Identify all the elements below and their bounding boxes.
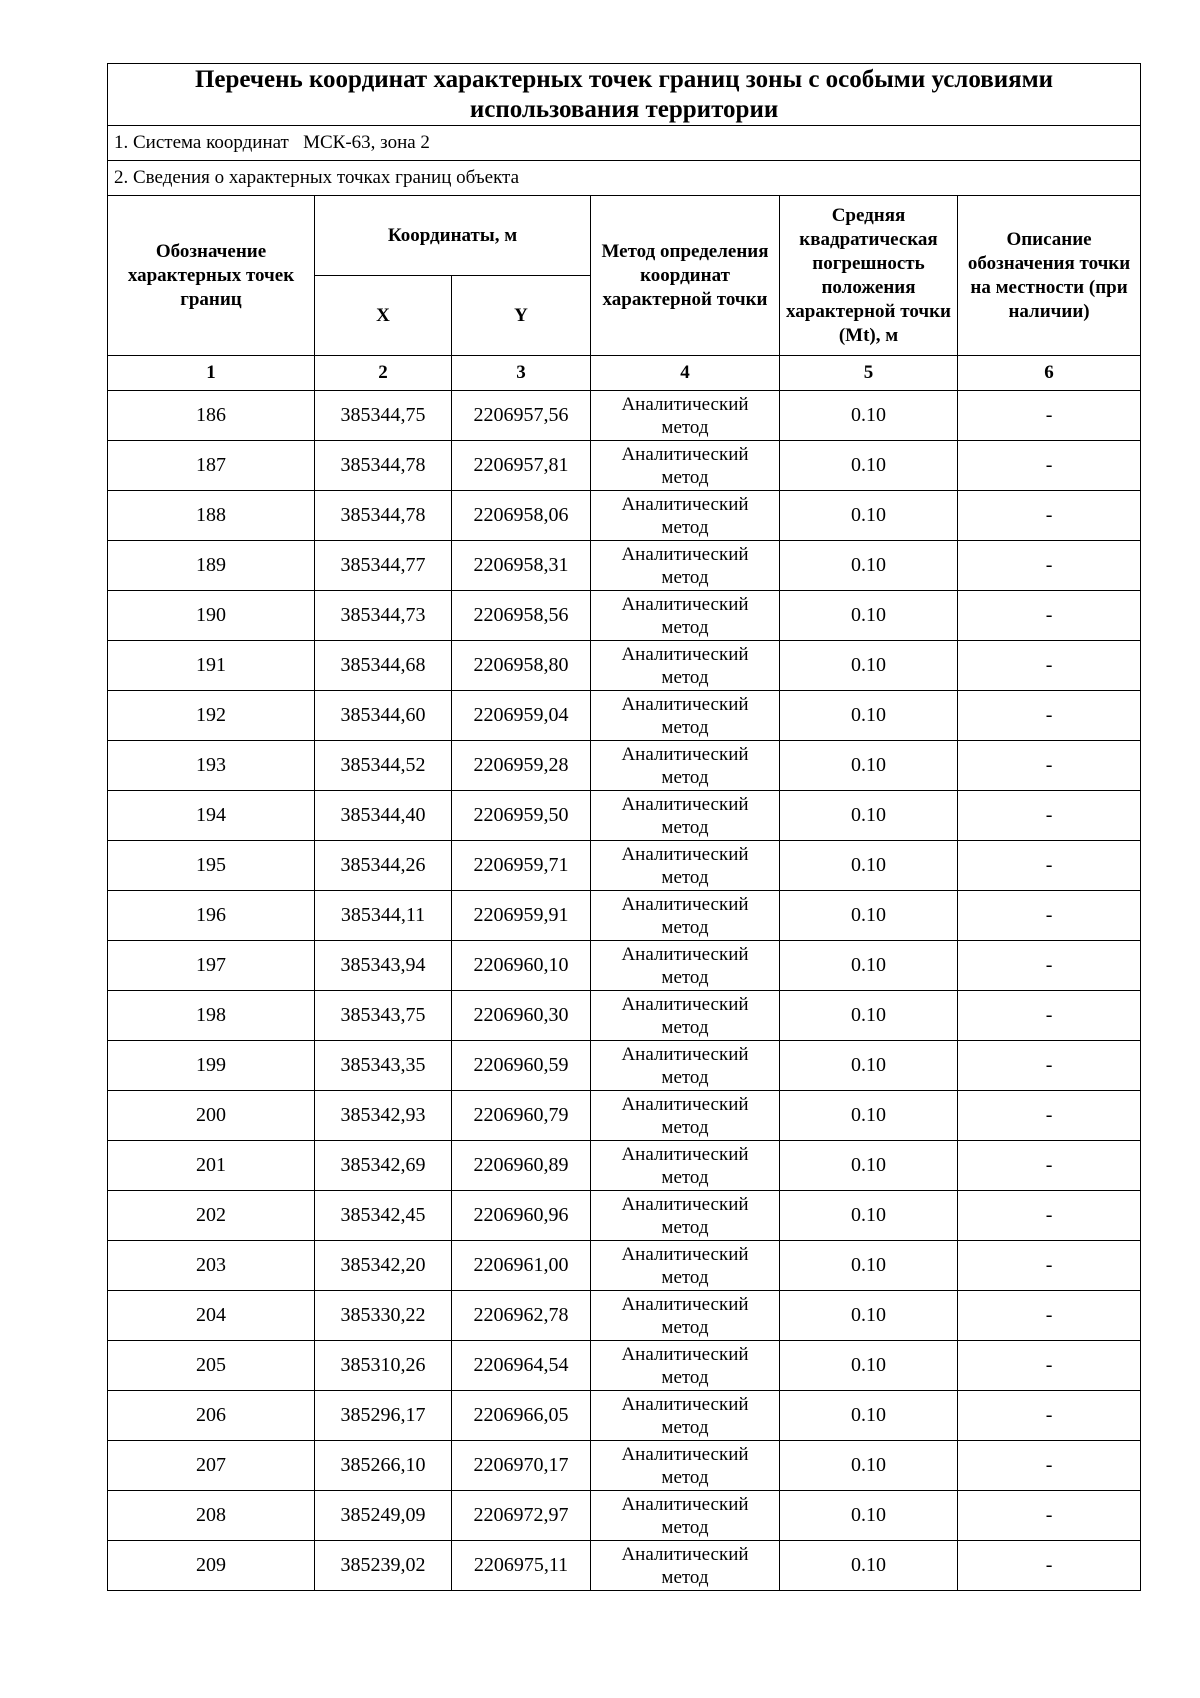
- header-method: Метод определения координат характерной точки: [591, 196, 780, 356]
- error-value: 0.10: [780, 391, 958, 441]
- description-value: -: [958, 1391, 1141, 1441]
- coord-y: 2206960,96: [452, 1191, 591, 1241]
- method-cell: [591, 1441, 780, 1491]
- coord-y: 2206958,80: [452, 641, 591, 691]
- method-line-1: Аналитический: [621, 643, 749, 665]
- table-row: [108, 991, 1141, 1041]
- method-line-1: Аналитический: [621, 493, 749, 515]
- method-line-2: метод: [661, 516, 709, 538]
- coord-y: 2206966,05: [452, 1391, 591, 1441]
- coord-x: 385344,78: [315, 441, 452, 491]
- point-id: 208: [108, 1491, 315, 1541]
- coord-x: 385342,20: [315, 1241, 452, 1291]
- coord-x: 385344,11: [315, 891, 452, 941]
- description-value: -: [958, 891, 1141, 941]
- method-line-1: Аналитический: [621, 1343, 749, 1365]
- method-line-1: Аналитический: [621, 943, 749, 965]
- coord-y: 2206960,79: [452, 1091, 591, 1141]
- point-id: 187: [108, 441, 315, 491]
- table-row: [108, 641, 1141, 691]
- coord-x: 385344,60: [315, 691, 452, 741]
- point-id: 203: [108, 1241, 315, 1291]
- description-value: -: [958, 1341, 1141, 1391]
- error-value: 0.10: [780, 691, 958, 741]
- error-value: 0.10: [780, 1391, 958, 1441]
- error-value: 0.10: [780, 741, 958, 791]
- method-cell: [591, 491, 780, 541]
- method-line-2: метод: [661, 966, 709, 988]
- method-line-2: метод: [661, 866, 709, 888]
- table-row: [108, 1291, 1141, 1341]
- coord-x: 385330,22: [315, 1291, 452, 1341]
- method-line-2: метод: [661, 1216, 709, 1238]
- coord-y: 2206959,71: [452, 841, 591, 891]
- table-row: [108, 441, 1141, 491]
- coord-y: 2206960,30: [452, 991, 591, 1041]
- point-id: 205: [108, 1341, 315, 1391]
- method-line-1: Аналитический: [621, 843, 749, 865]
- method-line-2: метод: [661, 1016, 709, 1038]
- coord-y: 2206959,50: [452, 791, 591, 841]
- coord-x: 385343,35: [315, 1041, 452, 1091]
- coord-system-label: 1. Система координат: [114, 132, 289, 153]
- col-number-6: 6: [958, 356, 1141, 391]
- description-value: -: [958, 391, 1141, 441]
- coord-x: 385342,69: [315, 1141, 452, 1191]
- coord-system-value: МСК-63, зона 2: [303, 132, 430, 153]
- method-line-2: метод: [661, 1166, 709, 1188]
- method-cell: [591, 791, 780, 841]
- description-value: -: [958, 491, 1141, 541]
- coord-y: 2206957,81: [452, 441, 591, 491]
- point-id: 207: [108, 1441, 315, 1491]
- point-id: 194: [108, 791, 315, 841]
- method-line-1: Аналитический: [621, 1493, 749, 1515]
- table-row: [108, 1041, 1141, 1091]
- coord-x: 385344,26: [315, 841, 452, 891]
- coord-x: 385249,09: [315, 1491, 452, 1541]
- method-line-1: Аналитический: [621, 743, 749, 765]
- coord-y: 2206958,31: [452, 541, 591, 591]
- method-line-1: Аналитический: [621, 1443, 749, 1465]
- description-value: -: [958, 1241, 1141, 1291]
- method-line-2: метод: [661, 566, 709, 588]
- table-row: [108, 391, 1141, 441]
- method-cell: [591, 1191, 780, 1241]
- table-row: [108, 1541, 1141, 1591]
- method-cell: [591, 891, 780, 941]
- description-value: -: [958, 841, 1141, 891]
- coord-x: 385342,45: [315, 1191, 452, 1241]
- error-value: 0.10: [780, 1441, 958, 1491]
- description-value: -: [958, 1091, 1141, 1141]
- title-line-1: Перечень координат характерных точек границ зоны с особыми условиями: [194, 65, 1054, 93]
- error-value: 0.10: [780, 1191, 958, 1241]
- point-id: 200: [108, 1091, 315, 1141]
- description-value: -: [958, 1291, 1141, 1341]
- coord-x: 385344,40: [315, 791, 452, 841]
- point-id: 209: [108, 1541, 315, 1591]
- method-line-1: Аналитический: [621, 443, 749, 465]
- coord-x: 385344,75: [315, 391, 452, 441]
- header-error: Средняя квадратическая погрешность положения характерной точки (Mt), м: [780, 196, 958, 356]
- point-id: 193: [108, 741, 315, 791]
- method-cell: [591, 1541, 780, 1591]
- description-value: -: [958, 641, 1141, 691]
- table-row: [108, 541, 1141, 591]
- description-value: -: [958, 991, 1141, 1041]
- method-line-1: Аналитический: [621, 593, 749, 615]
- error-value: 0.10: [780, 1291, 958, 1341]
- table-row: [108, 1391, 1141, 1441]
- header-coords: Координаты, м: [315, 196, 591, 276]
- method-line-2: метод: [661, 716, 709, 738]
- table-row: [108, 741, 1141, 791]
- description-value: -: [958, 691, 1141, 741]
- description-value: -: [958, 941, 1141, 991]
- method-line-1: Аналитический: [621, 1293, 749, 1315]
- method-line-2: метод: [661, 916, 709, 938]
- coord-y: 2206958,56: [452, 591, 591, 641]
- method-line-1: Аналитический: [621, 1143, 749, 1165]
- error-value: 0.10: [780, 1541, 958, 1591]
- coord-x: 385310,26: [315, 1341, 452, 1391]
- point-id: 191: [108, 641, 315, 691]
- coord-x: 385344,78: [315, 491, 452, 541]
- description-value: -: [958, 1141, 1141, 1191]
- method-line-2: метод: [661, 1516, 709, 1538]
- method-cell: [591, 391, 780, 441]
- method-cell: [591, 1291, 780, 1341]
- method-cell: [591, 841, 780, 891]
- method-cell: [591, 691, 780, 741]
- error-value: 0.10: [780, 1491, 958, 1541]
- table-row: [108, 691, 1141, 741]
- coord-x: 385344,52: [315, 741, 452, 791]
- error-value: 0.10: [780, 841, 958, 891]
- description-value: -: [958, 1441, 1141, 1491]
- point-id: 204: [108, 1291, 315, 1341]
- col-number-4: 4: [591, 356, 780, 391]
- coord-y: 2206960,10: [452, 941, 591, 991]
- method-line-1: Аналитический: [621, 893, 749, 915]
- col-number-2: 2: [315, 356, 452, 391]
- coord-x: 385344,73: [315, 591, 452, 641]
- method-cell: [591, 941, 780, 991]
- error-value: 0.10: [780, 541, 958, 591]
- table-row: [108, 1491, 1141, 1541]
- method-line-1: Аналитический: [621, 1193, 749, 1215]
- method-cell: [591, 591, 780, 641]
- method-line-2: метод: [661, 1566, 709, 1588]
- method-line-1: Аналитический: [621, 1043, 749, 1065]
- error-value: 0.10: [780, 791, 958, 841]
- method-line-2: метод: [661, 1316, 709, 1338]
- method-cell: [591, 741, 780, 791]
- coord-y: 2206957,56: [452, 391, 591, 441]
- description-value: -: [958, 1041, 1141, 1091]
- method-line-1: Аналитический: [621, 393, 749, 415]
- method-cell: [591, 1041, 780, 1091]
- point-id: 199: [108, 1041, 315, 1091]
- point-id: 196: [108, 891, 315, 941]
- method-line-2: метод: [661, 1416, 709, 1438]
- description-value: -: [958, 1191, 1141, 1241]
- error-value: 0.10: [780, 991, 958, 1041]
- method-line-2: метод: [661, 816, 709, 838]
- table-row: [108, 1091, 1141, 1141]
- description-value: -: [958, 1541, 1141, 1591]
- error-value: 0.10: [780, 1141, 958, 1191]
- coord-y: 2206975,11: [452, 1541, 591, 1591]
- header-x: X: [315, 276, 452, 356]
- coord-y: 2206964,54: [452, 1341, 591, 1391]
- description-value: -: [958, 541, 1141, 591]
- coord-system-row: [108, 126, 1141, 161]
- coord-y: 2206959,04: [452, 691, 591, 741]
- method-line-2: метод: [661, 766, 709, 788]
- method-line-1: Аналитический: [621, 993, 749, 1015]
- method-line-1: Аналитический: [621, 1243, 749, 1265]
- method-line-1: Аналитический: [621, 1543, 749, 1565]
- col-number-3: 3: [452, 356, 591, 391]
- point-id: 190: [108, 591, 315, 641]
- point-id: 197: [108, 941, 315, 991]
- document-title: [108, 64, 1141, 126]
- error-value: 0.10: [780, 891, 958, 941]
- coord-x: 385266,10: [315, 1441, 452, 1491]
- point-id: 189: [108, 541, 315, 591]
- coord-x: 385344,77: [315, 541, 452, 591]
- table-row: [108, 891, 1141, 941]
- error-value: 0.10: [780, 941, 958, 991]
- method-line-1: Аналитический: [621, 543, 749, 565]
- description-value: -: [958, 791, 1141, 841]
- method-cell: [591, 1091, 780, 1141]
- method-line-2: метод: [661, 666, 709, 688]
- method-line-1: Аналитический: [621, 693, 749, 715]
- method-cell: [591, 1141, 780, 1191]
- method-line-2: метод: [661, 616, 709, 638]
- coord-x: 385343,75: [315, 991, 452, 1041]
- coord-y: 2206960,59: [452, 1041, 591, 1091]
- point-id: 195: [108, 841, 315, 891]
- header-description: Описание обозначения точки на местности (при наличии): [958, 196, 1141, 356]
- col-number-1: 1: [108, 356, 315, 391]
- point-id: 202: [108, 1191, 315, 1241]
- coord-x: 385343,94: [315, 941, 452, 991]
- error-value: 0.10: [780, 1241, 958, 1291]
- method-cell: [591, 1491, 780, 1541]
- description-value: -: [958, 591, 1141, 641]
- header-point: Обозначение характерных точек границ: [108, 196, 315, 356]
- error-value: 0.10: [780, 1041, 958, 1091]
- table-row: [108, 1141, 1141, 1191]
- table-row: [108, 791, 1141, 841]
- section2-label: 2. Сведения о характерных точках границ объекта: [108, 161, 1141, 196]
- table-row: [108, 1191, 1141, 1241]
- point-id: 186: [108, 391, 315, 441]
- coordinates-table: [107, 63, 1141, 1591]
- method-cell: [591, 1341, 780, 1391]
- error-value: 0.10: [780, 1341, 958, 1391]
- coord-y: 2206960,89: [452, 1141, 591, 1191]
- point-id: 206: [108, 1391, 315, 1441]
- col-number-5: 5: [780, 356, 958, 391]
- method-cell: [591, 991, 780, 1041]
- method-line-1: Аналитический: [621, 793, 749, 815]
- method-cell: [591, 1391, 780, 1441]
- point-id: 188: [108, 491, 315, 541]
- table-row: [108, 591, 1141, 641]
- method-line-2: метод: [661, 1266, 709, 1288]
- method-line-1: Аналитический: [621, 1393, 749, 1415]
- method-line-2: метод: [661, 416, 709, 438]
- method-line-2: метод: [661, 1066, 709, 1088]
- method-line-2: метод: [661, 1466, 709, 1488]
- method-cell: [591, 441, 780, 491]
- table-row: [108, 841, 1141, 891]
- description-value: -: [958, 1491, 1141, 1541]
- description-value: -: [958, 741, 1141, 791]
- point-id: 201: [108, 1141, 315, 1191]
- method-line-2: метод: [661, 1366, 709, 1388]
- table-row: [108, 941, 1141, 991]
- table-row: [108, 1341, 1141, 1391]
- method-line-1: Аналитический: [621, 1093, 749, 1115]
- coord-x: 385344,68: [315, 641, 452, 691]
- coord-y: 2206961,00: [452, 1241, 591, 1291]
- method-cell: [591, 1241, 780, 1291]
- error-value: 0.10: [780, 491, 958, 541]
- table-body: [108, 391, 1141, 1591]
- error-value: 0.10: [780, 591, 958, 641]
- description-value: -: [958, 441, 1141, 491]
- header-y: Y: [452, 276, 591, 356]
- title-line-2: использования территории: [469, 95, 779, 123]
- error-value: 0.10: [780, 441, 958, 491]
- coord-y: 2206962,78: [452, 1291, 591, 1341]
- coord-y: 2206970,17: [452, 1441, 591, 1491]
- method-line-2: метод: [661, 466, 709, 488]
- error-value: 0.10: [780, 1091, 958, 1141]
- coord-x: 385342,93: [315, 1091, 452, 1141]
- table-row: [108, 491, 1141, 541]
- coord-y: 2206958,06: [452, 491, 591, 541]
- point-id: 198: [108, 991, 315, 1041]
- coord-y: 2206959,28: [452, 741, 591, 791]
- table-row: [108, 1241, 1141, 1291]
- error-value: 0.10: [780, 641, 958, 691]
- coord-y: 2206959,91: [452, 891, 591, 941]
- coord-x: 385296,17: [315, 1391, 452, 1441]
- point-id: 192: [108, 691, 315, 741]
- method-cell: [591, 641, 780, 691]
- method-cell: [591, 541, 780, 591]
- method-line-2: метод: [661, 1116, 709, 1138]
- table-row: [108, 1441, 1141, 1491]
- coord-x: 385239,02: [315, 1541, 452, 1591]
- coord-y: 2206972,97: [452, 1491, 591, 1541]
